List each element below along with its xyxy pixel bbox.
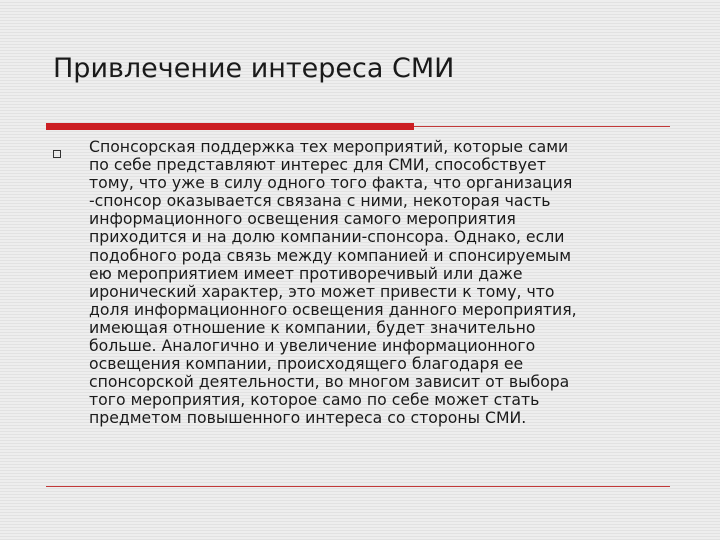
paragraph-line: по себе представляют интерес для СМИ, способствует [89,155,546,175]
slide-title: Привлечение интереса СМИ [53,53,455,84]
paragraph-line: того мероприятия, которое само по себе может стать [89,390,540,410]
title-accent-bar [46,123,414,130]
paragraph-line: приходится и на долю компании-спонсора. Однако, если [89,227,565,247]
paragraph-line: ею мероприятием имеет противоречивый или даже [89,263,523,283]
paragraph-line: имеющая отношение к компании, будет значительно [89,317,536,337]
hollow-square-bullet-icon [53,150,61,158]
bullet-paragraph [89,138,669,428]
paragraph-line: информационного освещения самого мероприятия [89,209,516,229]
paragraph-line: доля информационного освещения данного мероприятия, [89,299,577,319]
paragraph-line: -спонсор оказывается связана с ними, некоторая часть [89,191,551,211]
bottom-divider-line [46,486,670,487]
paragraph-line: предметом повышенного интереса со стороны СМИ. [89,408,527,428]
paragraph-line: больше. Аналогично и увеличение информационного [89,336,536,356]
paragraph-line: Спонсорская поддержка тех мероприятий, которые сами [89,137,569,156]
paragraph-line: иронический характер, это может привести к тому, что [89,281,555,301]
paragraph-line: подобного рода связь между компанией и спонсируемым [89,245,572,265]
paragraph-line: тому, что уже в силу одного того факта, что организация [89,173,573,193]
paragraph-line: спонсорской деятельности, во многом зависит от выбора [89,372,570,392]
paragraph-line: освещения компании, происходящего благодаря ее [89,354,524,374]
